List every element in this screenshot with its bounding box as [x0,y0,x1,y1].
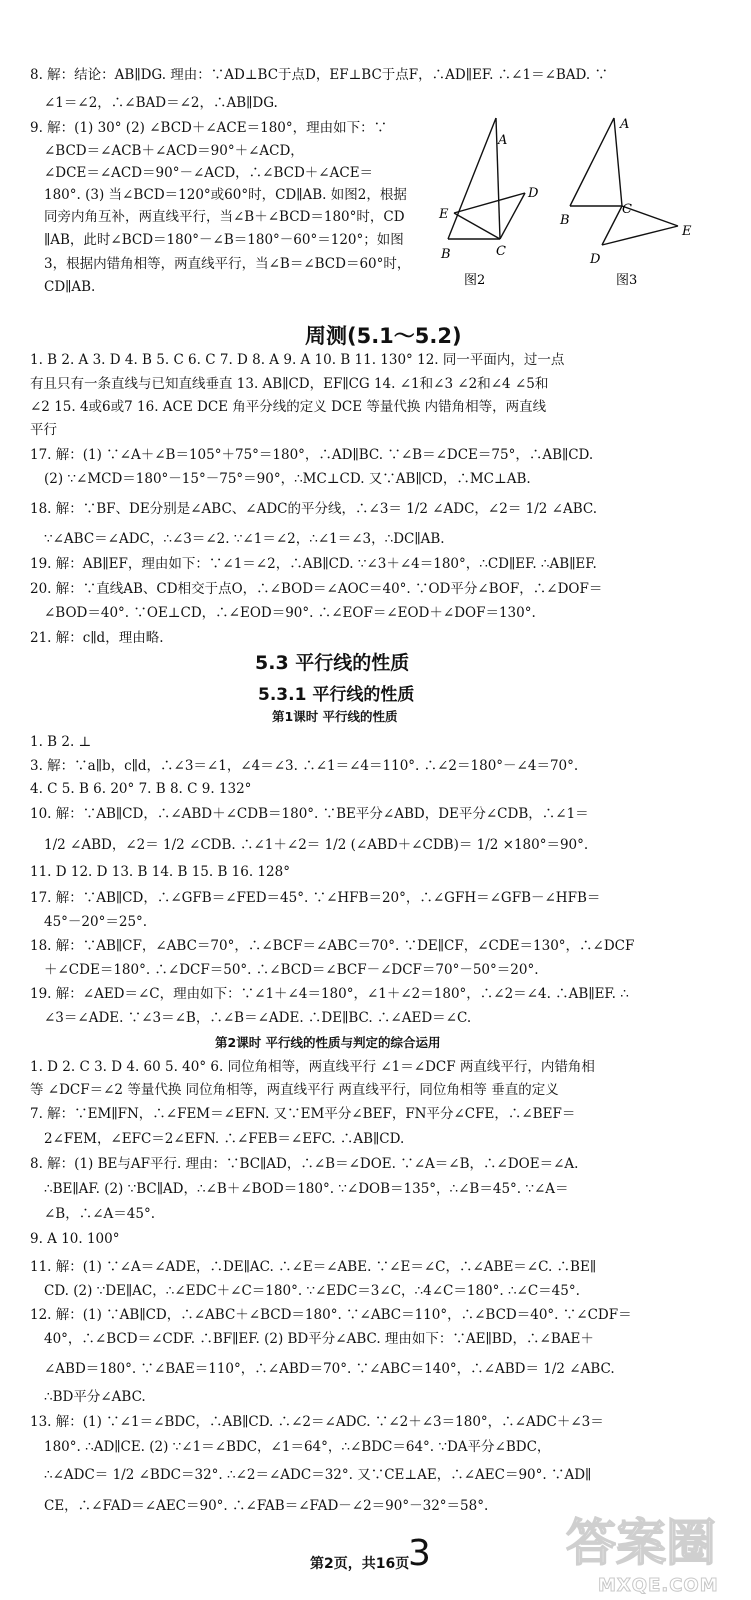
l1-line-7: 17. 解：∵AB∥CD，∴∠GFB＝∠FED＝45°. ∵∠HFB＝20°，∴∠GFH＝∠GFB－∠HFB＝ [30,890,601,906]
wt-line-7: 18. 解：∵BF、DE分别是∠ABC、∠ADC的平分线，∴∠3＝ 1/2 ∠ADC，∠2＝ 1/2 ∠ABC. [30,501,598,517]
l2-line-12: 40°，∴∠BCD＝∠CDF. ∴BF∥EF. (2) BD平分∠ABC. 理由如下：∵AE∥BD，∴∠BAE＋ [44,1331,594,1347]
wt-line-6: (2) ∵∠MCD＝180°－15°－75°＝90°，∴MC⊥CD. 又∵AB∥CD，∴MC⊥AB. [44,471,531,487]
l2-line-13: ∠ABD＝180°. ∵∠BAE＝110°，∴∠ABD＝70°. ∵∠ABC＝140°，∴∠ABD＝ 1/2 ∠ABC. [44,1361,615,1377]
l1-line-9: 18. 解：∵AB∥CF，∠ABC＝70°，∴∠BCF＝∠ABC＝70°. ∵DE∥CF，∠CDE＝130°，∴∠DCF [30,938,635,954]
page-number: 第2页，共16页 [310,1556,410,1572]
wt-line-4: 平行 [30,422,57,438]
q9-line-5: 同旁内角互补，两直线平行，当∠B＋∠BCD＝180°时，CD [44,209,405,225]
fig2-caption: 图2 [464,273,486,288]
l1-line-2: 3. 解：∵a∥b，c∥d，∴∠3＝∠1，∠4＝∠3. ∴∠1＝∠4＝110°. ∴∠2＝180°－∠4＝70°. [30,758,579,774]
l2-line-10: CD. (2) ∵DE∥AC，∴∠EDC＋∠C＝180°. ∵∠EDC＝3∠C，∴4∠C＝180°. ∴∠C＝45°. [44,1283,580,1299]
q8-line-2: ∠1＝∠2，∴∠BAD＝∠2，∴AB∥DG. [44,95,278,111]
l1-line-6: 11. D 12. D 13. B 14. B 15. B 16. 128° [30,864,290,880]
fig3-label-b: B [560,213,570,228]
wt-line-2: 有且只有一条直线与已知直线垂直 13. AB∥CD，EF∥CG 14. ∠1和∠3 ∠2和∠4 ∠5和 [30,376,549,392]
l2-line-18: CE，∴∠FAD＝∠AEC＝90°. ∴∠FAB＝∠FAD－∠2＝90°－32°＝58°. [44,1498,489,1514]
wt-line-11: ∠BOD＝40°. ∵OE⊥CD，∴∠EOD＝90°. ∴∠EOF＝∠EOD＋∠DOF＝130°. [44,605,536,621]
l1-line-11: 19. 解：∠AED＝∠C，理由如下：∵∠1＋∠4＝180°，∠1＋∠2＝180°，∴∠2＝∠4. ∴AB∥EF. ∴ [30,986,629,1002]
q9-line-7: 3，根据内错角相等，两直线平行，当∠B＝∠BCD＝60°时， [44,256,411,272]
fig2-label-c: C [496,244,506,259]
fig3-label-e: E [682,224,692,239]
fig3-label-a: A [620,117,630,132]
triangle-figures [430,108,720,298]
l2-line-1: 1. D 2. C 3. D 4. 60 5. 40° 6. 同位角相等，两直线平行 ∠1＝∠DCF 两直线平行，内错角相 [30,1059,595,1075]
l1-line-5: 1/2 ∠ABD，∠2＝ 1/2 ∠CDB. ∴∠1＋∠2＝ 1/2 (∠ABD＋∠CDB)＝ 1/2 ×180°＝90°. [44,837,589,853]
l2-line-7: ∠B，∴∠A＝45°. [44,1206,156,1222]
q9-line-2: ∠BCD＝∠ACB＋∠ACD＝90°＋∠ACD， [44,143,304,159]
handwritten-mark: 3 [408,1533,431,1574]
wt-line-3: ∠2 15. 4或6或7 16. ACE DCE 角平分线的定义 DCE 等量代换 内错角相等，两直线 [30,399,547,415]
l2-line-6: ∴BE∥AF. (2) ∵BC∥AD，∴∠B＋∠BOD＝180°. ∵∠DOB＝135°，∴∠B＝45°. ∵∠A＝ [44,1181,569,1197]
fig2-label-b: B [441,247,451,262]
wt-line-12: 21. 解：c∥d，理由略. [30,630,164,646]
l2-line-4: 2∠FEM，∠EFC＝2∠EFN. ∴∠FEB＝∠EFC. ∴AB∥CD. [44,1131,405,1147]
q8-line-1: 8. 解：结论：AB∥DG. 理由：∵AD⊥BC于点D，EF⊥BC于点F，∴AD∥EF. ∴∠1＝∠BAD. ∵ [30,67,608,83]
l2-line-5: 8. 解：(1) BE与AF平行. 理由：∵BC∥AD，∴∠B＝∠DOE. ∵∠A＝∠B，∴∠DOE＝∠A. [30,1156,579,1172]
wt-line-1: 1. B 2. A 3. D 4. B 5. C 6. C 7. D 8. A 9. A 10. B 11. 130° 12. 同一平面内，过一点 [30,352,565,368]
q9-line-1: 9. 解：(1) 30° (2) ∠BCD＋∠ACE＝180°，理由如下：∵ [30,120,388,136]
l2-line-8: 9. A 10. 100° [30,1231,120,1247]
watermark-brand: 答案圈 [566,1514,716,1572]
wt-line-8: ∵∠ABC＝∠ADC，∴∠3＝∠2. ∵∠1＝∠2，∴∠1＝∠3，∴DC∥AB. [44,531,445,547]
fig3-label-c: C [622,202,632,217]
subsection-title: 5.3.1 平行线的性质 [258,685,415,705]
q9-line-8: CD∥AB. [44,279,96,295]
l1-line-8: 45°－20°＝25°. [44,914,148,930]
l2-line-15: 13. 解：(1) ∵∠1＝∠BDC，∴AB∥CD. ∴∠2＝∠ADC. ∵∠2＋∠3＝180°，∴∠ADC＋∠3＝ [30,1414,604,1430]
l2-line-16: 180°. ∴AD∥CE. (2) ∵∠1＝∠BDC，∠1＝64°，∴∠BDC＝64°. ∵DA平分∠BDC， [44,1439,551,1455]
q9-line-4: 180°. (3) 当∠BCD＝120°或60°时，CD∥AB. 如图2，根据 [44,187,407,203]
lesson-1-title: 第1课时 平行线的性质 [272,709,398,724]
figure-3 [559,117,692,288]
figure-2 [438,118,539,288]
l2-line-3: 7. 解：∵EM∥FN，∴∠FEM＝∠EFN. 又∵EM平分∠BEF，FN平分∠CFE，∴∠BEF＝ [30,1106,576,1122]
wt-line-5: 17. 解：(1) ∵∠A＋∠B＝105°＋75°＝180°，∴AD∥BC. ∵∠B＝∠DCE＝75°，∴AB∥CD. [30,447,594,463]
fig2-label-e: E [439,207,449,222]
l2-line-11: 12. 解：(1) ∵AB∥CD，∴∠ABC＋∠BCD＝180°. ∵∠ABC＝110°，∴∠BCD＝40°. ∵∠CDF＝ [30,1307,632,1323]
l1-line-3: 4. C 5. B 6. 20° 7. B 8. C 9. 132° [30,781,252,797]
l2-line-2: 等 ∠DCF＝∠2 等量代换 同位角相等，两直线平行 两直线平行，同位角相等 垂直的定义 [30,1082,559,1098]
section-title: 5.3 平行线的性质 [255,652,410,674]
l1-line-12: ∠3＝∠ADE. ∵∠3＝∠B，∴∠B＝∠ADE. ∴DE∥BC. ∴∠AED＝∠C. [44,1010,472,1026]
fig2-label-a: A [498,133,508,148]
q9-line-6: ∥AB，此时∠BCD＝180°－∠B＝180°－60°＝120°；如图 [44,232,404,248]
l2-line-9: 11. 解：(1) ∵∠A＝∠ADE，∴DE∥AC. ∴∠E＝∠ABE. ∵∠E＝∠C，∴∠ABE＝∠C. ∴BE∥ [30,1259,597,1275]
q9-line-3: ∠DCE＝∠ACD＝90°－∠ACD，∴∠BCD＋∠ACE＝ [44,165,374,181]
fig3-caption: 图3 [616,273,638,288]
wt-line-9: 19. 解：AB∥EF，理由如下：∵∠1＝∠2，∴AB∥CD. ∵∠3＋∠4＝180°，∴CD∥EF. ∴AB∥EF. [30,556,597,572]
l1-line-4: 10. 解：∵AB∥CD，∴∠ABD＋∠CDB＝180°. ∵BE平分∠ABD，DE平分∠CDB，∴∠1＝ [30,806,589,822]
l1-line-1: 1. B 2. ⊥ [30,734,92,750]
fig2-label-d: D [528,186,539,201]
week-test-title: 周测(5.1～5.2) [305,324,462,348]
l2-line-17: ∴∠ADC＝ 1/2 ∠BDC＝32°. ∴∠2＝∠ADC＝32°. 又∵CE⊥AE，∴∠AEC＝90°. ∵AD∥ [44,1467,592,1483]
lesson-2-title: 第2课时 平行线的性质与判定的综合运用 [215,1035,441,1050]
wt-line-10: 20. 解：∵直线AB、CD相交于点O，∴∠BOD＝∠AOC＝40°. ∵OD平分∠BOF，∴∠DOF＝ [30,581,603,597]
fig3-label-d: D [590,252,601,267]
l2-line-14: ∴BD平分∠ABC. [44,1389,146,1405]
l1-line-10: ＋∠CDE＝180°. ∴∠DCF＝50°. ∴∠BCD＝∠BCF－∠DCF＝70°－50°＝20°. [44,962,539,978]
watermark-url: MXQE.COM [598,1575,719,1596]
